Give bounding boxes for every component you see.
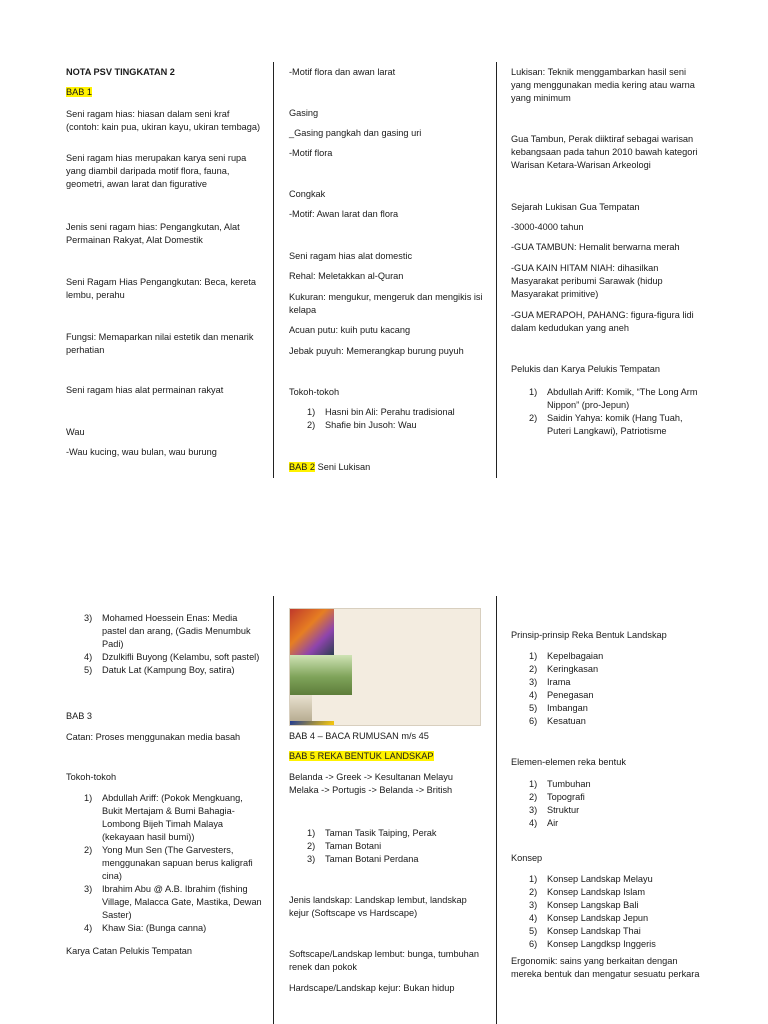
paragraph: Kukuran: mengukur, mengeruk dan mengikis isi kelapa (289, 292, 483, 315)
paragraph: Jebak puyuh: Memerangkap burung puyuh (289, 346, 464, 356)
painting-thumbnail (290, 721, 334, 726)
column-divider (273, 596, 274, 1024)
list-item: 2) Konsep Landskap Islam (529, 887, 646, 897)
list-item: 3) Mohamed Hoessein Enas: Media pastel dan arang, (Gadis Menumbuk Padi) (84, 613, 251, 649)
paragraph: Wau (66, 427, 85, 437)
paragraph: -Motif flora (289, 148, 333, 158)
paragraph: Karya Catan Pelukis Tempatan (66, 946, 192, 956)
paragraph: Jenis seni ragam hias: Pengangkutan, Alat Permainan Rakyat, Alat Domestik (66, 222, 240, 245)
paragraph: -Motif: Awan larat dan flora (289, 209, 399, 219)
numbered-list (511, 650, 707, 728)
paragraph: -3000-4000 tahun (511, 222, 584, 232)
list-item: 1) Abdullah Ariff: (Pokok Mengkuang, Bukit Mertajam & Bumi Bahagia-Lombong Bijeh Timah Malaya (kekayaan hasil bumi)) (84, 793, 243, 842)
list-item: 2) Taman Botani (307, 841, 382, 851)
paragraph: Fungsi: Memaparkan nilai estetik dan menarik perhatian (66, 332, 254, 355)
list-item: 2) Yong Mun Sen (The Garvesters, menggunakan sapuan berus kaligrafi cina) (84, 845, 253, 881)
paragraph: -Motif flora dan awan larat (289, 67, 396, 77)
paragraph: Pelukis dan Karya Pelukis Tempatan (511, 364, 660, 374)
column-divider (273, 62, 274, 478)
doc-title: NOTA PSV TINGKATAN 2 (66, 67, 175, 77)
paragraph: Seni ragam hias merupakan karya seni rupa yang diambil daripada motif flora, fauna, geometri, awan larat dan figurative (66, 153, 247, 189)
paragraph: Tokoh-tokoh (66, 772, 117, 782)
paragraph: Seni Ragam Hias Pengangkutan: Beca, kereta lembu, perahu (66, 277, 256, 300)
paintings-figure (289, 608, 481, 726)
list-item: 5) Imbangan (529, 703, 588, 713)
chapter-heading: BAB 2 Seni Lukisan (289, 462, 371, 472)
paragraph: Jenis landskap: Landskap lembut, landskap kejur (Softscape vs Hardscape) (289, 895, 467, 918)
list-item: 1) Tumbuhan (529, 779, 591, 789)
numbered-list (66, 792, 262, 935)
paragraph: -Wau kucing, wau bulan, wau burung (66, 447, 217, 457)
list-item: 5) Konsep Landskap Thai (529, 926, 641, 936)
list-item: 2) Saidin Yahya: komik (Hang Tuah, Puteri Langkawi), Patriotisme (529, 413, 683, 436)
list-item: 4) Khaw Sia: (Bunga canna) (84, 923, 207, 933)
paragraph: -GUA TAMBUN: Hemalit berwarna merah (511, 242, 680, 252)
numbered-list (511, 386, 707, 438)
paragraph: Acuan putu: kuih putu kacang (289, 325, 411, 335)
chapter-heading: BAB 3 (66, 711, 93, 721)
numbered-list (289, 406, 485, 432)
list-item: 6) Konsep Langdksp Inggeris (529, 939, 656, 949)
paragraph: Elemen-elemen reka bentuk (511, 757, 626, 767)
list-item: 2) Topografi (529, 792, 585, 802)
list-item: 1) Kepelbagaian (529, 651, 604, 661)
column-divider (496, 596, 497, 1024)
paragraph: Seni ragam hias: hiasan dalam seni kraf (contoh: kain pua, ukiran kayu, ukiran tembaga) (66, 109, 261, 132)
paragraph: Catan: Proses menggunakan media basah (66, 732, 241, 742)
paragraph: Congkak (289, 189, 326, 199)
paragraph: Belanda -> Greek -> Kesultanan Melayu Melaka -> Portugis -> Belanda -> British (289, 772, 453, 795)
paragraph: Hardscape/Landskap kejur: Bukan hidup (289, 983, 455, 993)
list-item: 5) Datuk Lat (Kampung Boy, satira) (84, 665, 235, 675)
list-item: 2) Shafie bin Jusoh: Wau (307, 420, 417, 430)
paragraph: Prinsip-prinsip Reka Bentuk Landskap (511, 630, 667, 640)
list-item: 4) Dzulkifli Buyong (Kelambu, soft pastel) (84, 652, 260, 662)
painting-thumbnail (290, 695, 312, 721)
paragraph: Sejarah Lukisan Gua Tempatan (511, 202, 640, 212)
paragraph: _Gasing pangkah dan gasing uri (289, 128, 422, 138)
paragraph: Rehal: Meletakkan al-Quran (289, 271, 404, 281)
paragraph: -GUA KAIN HITAM NIAH: dihasilkan Masyarakat peribumi Sarawak (hidup Masyarakat primitive) (511, 263, 663, 299)
paragraph: Seni ragam hias alat permainan rakyat (66, 385, 224, 395)
paragraph: -GUA MERAPOH, PAHANG: figura-figura lidi dalam kedudukan yang aneh (511, 310, 694, 333)
list-item: 3) Struktur (529, 805, 580, 815)
chapter-heading: BAB 5 REKA BENTUK LANDSKAP (289, 751, 434, 761)
paragraph: Gua Tambun, Perak diiktiraf sebagai warisan kebangsaan pada tahun 2010 bawah kategori Warisan Ketara-Warisan Arkeologi (511, 134, 698, 170)
paragraph: Gasing (289, 108, 319, 118)
list-item: 4) Air (529, 818, 559, 828)
numbered-list (66, 612, 262, 677)
page-bottom (0, 512, 768, 1024)
list-item: 4) Penegasan (529, 690, 594, 700)
painting-thumbnail (290, 655, 352, 695)
list-item: 3) Ibrahim Abu @ A.B. Ibrahim (fishing Village, Malacca Gate, Mastika, Dewan Saster) (84, 884, 262, 920)
chapter-heading: BAB 1 (66, 87, 93, 97)
list-item: 1) Abdullah Ariff: Komik, “The Long Arm Nippon” (pro-Jepun) (529, 387, 698, 410)
list-item: 3) Taman Botani Perdana (307, 854, 419, 864)
painting-thumbnail (290, 609, 334, 655)
list-item: 3) Konsep Langskap Bali (529, 900, 639, 910)
numbered-list (511, 873, 707, 951)
numbered-list (289, 827, 485, 866)
list-item: 1) Konsep Landskap Melayu (529, 874, 653, 884)
paragraph: Lukisan: Teknik menggambarkan hasil seni yang menggunakan media kering atau warna yang minimum (511, 67, 695, 103)
list-item: 1) Hasni bin Ali: Perahu tradisional (307, 407, 455, 417)
list-item: 3) Irama (529, 677, 571, 687)
paragraph: Konsep (511, 853, 543, 863)
column-divider (496, 62, 497, 478)
list-item: 1) Taman Tasik Taiping, Perak (307, 828, 437, 838)
list-item: 6) Kesatuan (529, 716, 586, 726)
list-item: 2) Keringkasan (529, 664, 599, 674)
paragraph: Tokoh-tokoh (289, 387, 340, 397)
paragraph: Ergonomik: sains yang berkaitan dengan mereka bentuk dan mengatur sesuatu perkara (511, 956, 700, 979)
paragraph: Softscape/Landskap lembut: bunga, tumbuhan renek dan pokok (289, 949, 480, 972)
numbered-list (511, 778, 707, 830)
paragraph: Seni ragam hias alat domestic (289, 251, 413, 261)
paragraph: BAB 4 – BACA RUMUSAN m/s 45 (289, 731, 429, 741)
list-item: 4) Konsep Landskap Jepun (529, 913, 649, 923)
